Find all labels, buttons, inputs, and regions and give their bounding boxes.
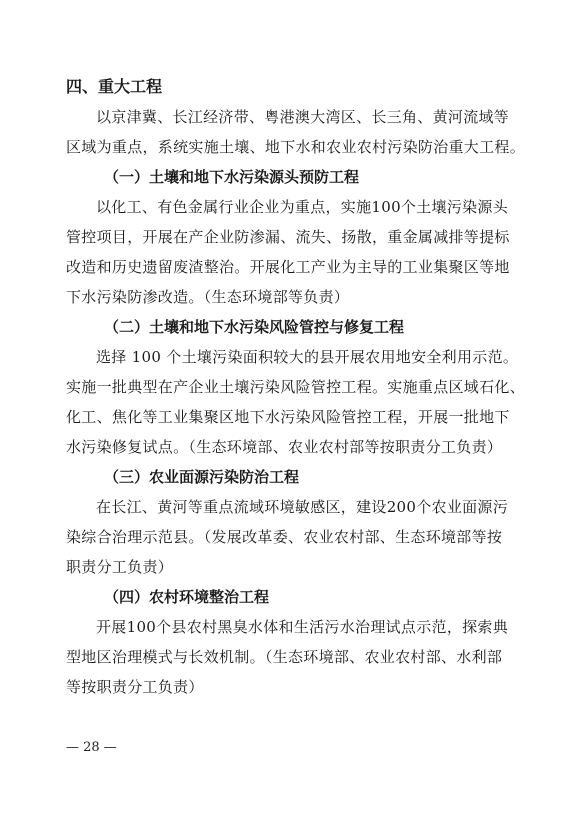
body-line: 染综合治理示范县。（发展改革委、农业农村部、生态环境部等按 — [66, 528, 503, 546]
intro-line: 以京津冀、长江经济带、粤港澳大湾区、长三角、黄河流域等 — [96, 108, 510, 126]
project-heading: （四）农村环境整治工程 — [104, 588, 270, 606]
intro-line: 区域为重点，系统实施土壤、地下水和农业农村污染防治重大工程。 — [66, 138, 526, 156]
section-intro — [66, 102, 526, 162]
body-line: 等按职责分工负责） — [66, 678, 204, 696]
project-heading: （三）农业面源污染防治工程 — [104, 468, 300, 486]
body-line: 管控项目，开展在产企业防渗漏、流失、扬散，重金属减排等提标 — [66, 228, 510, 246]
body-line: 在长江、黄河等重点流域环境敏感区，建设200个农业面源污 — [96, 498, 509, 516]
project-body — [66, 192, 516, 312]
project-body — [66, 612, 516, 702]
project-body — [66, 492, 516, 582]
project-body — [66, 342, 526, 462]
body-line: 实施一批典型在产企业土壤污染风险管控工程。实施重点区域石化、 — [66, 378, 526, 396]
body-line: 以化工、有色金属行业企业为重点，实施100个土壤污染源头 — [96, 198, 509, 216]
section-title: 四、重大工程 — [66, 77, 163, 96]
body-line: 下水污染防渗改造。（生态环境部等负责） — [66, 288, 350, 306]
body-line: 改造和历史遗留废渣整治。开展化工产业为主导的工业集聚区等地 — [66, 258, 510, 276]
document-page — [66, 72, 526, 702]
project-heading: （二）土壤和地下水污染风险管控与修复工程 — [104, 318, 405, 336]
body-line: 型地区治理模式与长效机制。（生态环境部、农业农村部、水利部 — [66, 648, 503, 666]
body-line: 水污染修复试点。（生态环境部、农业农村部等按职责分工负责） — [66, 438, 503, 456]
body-line: 开展100个县农村黑臭水体和生活污水治理试点示范，探索典 — [96, 618, 509, 636]
body-line: 选择 100 个土壤污染面积较大的县开展农用地安全利用示范。 — [96, 348, 519, 366]
page-number: — 28 — — [66, 740, 117, 755]
body-line: 化工、焦化等工业集聚区地下水污染风险管控工程，开展一批地下 — [66, 408, 510, 426]
project-heading: （一）土壤和地下水污染源头预防工程 — [104, 168, 360, 186]
body-line: 职责分工负责） — [66, 558, 174, 576]
